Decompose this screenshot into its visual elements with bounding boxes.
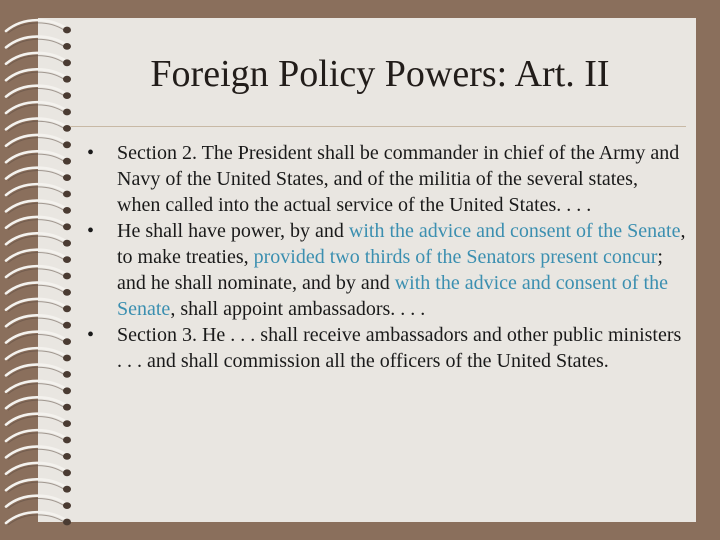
bullet-text (117, 142, 679, 216)
text-segment: , shall appoint ambassadors. . . . (170, 298, 426, 320)
spiral-binding (0, 0, 90, 540)
spiral-ring (6, 135, 71, 148)
spiral-ring (6, 299, 71, 312)
spiral-ring (6, 283, 71, 296)
bullet-marker: • (87, 142, 95, 164)
text-segment: He shall have power, by and (117, 220, 349, 242)
spiral-ring (6, 201, 71, 214)
spiral-ring (6, 414, 71, 427)
spiral-ring (6, 365, 71, 378)
spiral-ring (6, 20, 71, 33)
spiral-ring (6, 102, 71, 115)
bullet-marker: • (87, 220, 95, 242)
spiral-ring (6, 86, 71, 99)
spiral-ring (6, 315, 71, 328)
bullet-text (117, 220, 685, 320)
spiral-ring (6, 496, 71, 509)
spiral-ring (6, 184, 71, 197)
title-divider (70, 126, 686, 127)
spiral-ring (6, 332, 71, 345)
text-segment: ; and he shall nominate, and by and (117, 246, 663, 294)
spiral-ring (6, 430, 71, 443)
spiral-ring (6, 447, 71, 460)
text-segment: Section 3. He . . . shall receive ambassadors and other public ministers . . . and shall commission all the officers of the United States. (117, 324, 682, 372)
bullet-list (86, 140, 686, 374)
spiral-ring (6, 37, 71, 50)
spiral-ring (6, 512, 71, 525)
spiral-ring (6, 151, 71, 164)
spiral-ring (6, 479, 71, 492)
slide-title: Foreign Policy Powers: Art. II (150, 53, 610, 95)
spiral-ring (6, 69, 71, 82)
spiral-ring (6, 119, 71, 132)
text-segment: , to make treaties, (117, 220, 686, 268)
spiral-ring (6, 381, 71, 394)
bullet-item-1 (86, 140, 686, 218)
spiral-ring (6, 168, 71, 181)
highlighted-phrase: with the advice and consent of the Senate (348, 220, 681, 242)
spiral-ring (6, 217, 71, 230)
spiral-ring (6, 53, 71, 66)
bullet-marker: • (87, 324, 95, 346)
bullet-text (117, 324, 681, 372)
spiral-ring (6, 348, 71, 361)
bullet-item-2 (86, 218, 686, 322)
highlighted-phrase: with the advice and consent of the Senate (117, 272, 668, 320)
spiral-ring (6, 233, 71, 246)
spiral-ring (6, 463, 71, 476)
spiral-ring (6, 266, 71, 279)
bullet-item-3 (86, 322, 686, 374)
spiral-ring (6, 397, 71, 410)
spiral-ring (6, 250, 71, 263)
highlighted-phrase: provided two thirds of the Senators present concur (253, 246, 658, 268)
text-segment: Section 2. The President shall be commander in chief of the Army and Navy of the United States, and of the militia of the several states, when called into the actual service of the United States. . . . (117, 142, 680, 216)
